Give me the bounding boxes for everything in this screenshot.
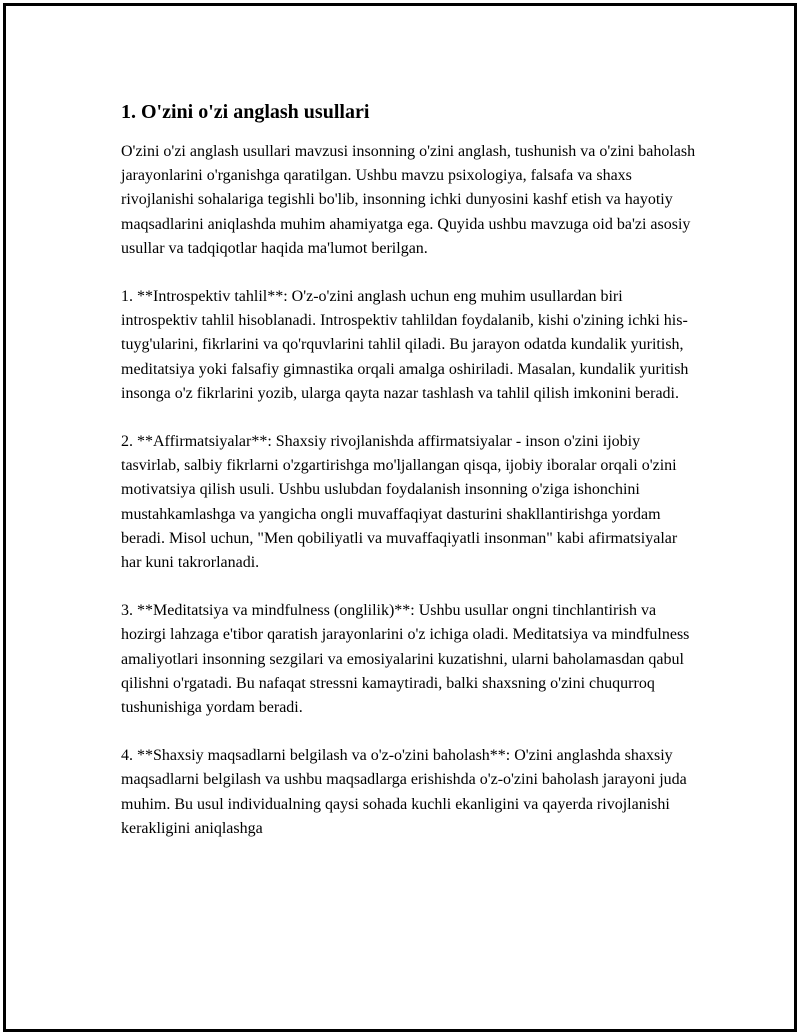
- document-page: [3, 3, 797, 1032]
- document-title: 1. O'zini o'zi anglash usullari: [121, 101, 370, 123]
- paragraph-personal-goals: 4. **Shaxsiy maqsadlarni belgilash va o'z-o'zini baholash**: O'zini anglashda shaxsiy maqsadlarni belgilash va ushbu maqsadlarga erishishda o'z-o'zini baholash jarayoni juda muhim. Bu usul individualning qaysi sohada kuchli ekanligini va qayerda rivojlanishi kerakligini aniqlashga: [121, 747, 687, 837]
- paragraph-introspective-analysis: 1. **Introspektiv tahlil**: O'z-o'zini anglash uchun eng muhim usullardan biri introspektiv tahlil hisoblanadi. Introspektiv tahlildan foydalanib, kishi o'zining ichki his-tuyg'ularini, fikrlarini va qo'rquvlarini tahlil qiladi. Bu jarayon odatda kundalik yuritish, meditatsiya yoki falsafiy gimnastika orqali amalga oshiriladi. Masalan, kundalik yuritish insonga o'z fikrlarini yozib, ularga qayta nazar tashlash va tahlil qilish imkonini beradi.: [121, 288, 689, 402]
- document-content: [121, 98, 701, 865]
- paragraph-affirmations: 2. **Affirmatsiyalar**: Shaxsiy rivojlanishda affirmatsiyalar - inson o'zini ijobiy tasvirlab, salbiy fikrlarni o'zgartirishga mo'ljallangan qisqa, ijobiy iboralar orqali o'zini motivatsiya qilish usuli. Ushbu uslubdan foydalanish insonning o'ziga ishonchini mustahkamlashga va yangicha ongli muvaffaqiyat dasturini shakllantirishga yordam beradi. Misol uchun, "Men qobiliyatli va muvaffaqiyatli insonman" kabi afirmatsiyalar har kuni takrorlanadi.: [121, 433, 678, 572]
- paragraph-intro: O'zini o'zi anglash usullari mavzusi insonning o'zini anglash, tushunish va o'zini baholash jarayonlarini o'rganishga qaratilgan. Ushbu mavzu psixologiya, falsafa va shaxs rivojlanishi sohalariga tegishli bo'lib, insonning ichki dunyosini kashf etish va hayotiy maqsadlarini aniqlashda muhim ahamiyatga ega. Quyida ushbu mavzuga oid ba'zi asosiy usullar va tadqiqotlar haqida ma'lumot berilgan.: [121, 143, 696, 257]
- paragraph-meditation-mindfulness: 3. **Meditatsiya va mindfulness (onglilik)**: Ushbu usullar ongni tinchlantirish va hozirgi lahzaga e'tibor qaratish jarayonlarini o'z ichiga oladi. Meditatsiya va mindfulness amaliyotlari insonning sezgilari va emosiyalarini kuzatishni, ularni baholamasdan qabul qilishni o'rgatadi. Bu nafaqat stressni kamaytiradi, balki shaxsning o'zini chuqurroq tushunishiga yordam beradi.: [121, 602, 690, 717]
